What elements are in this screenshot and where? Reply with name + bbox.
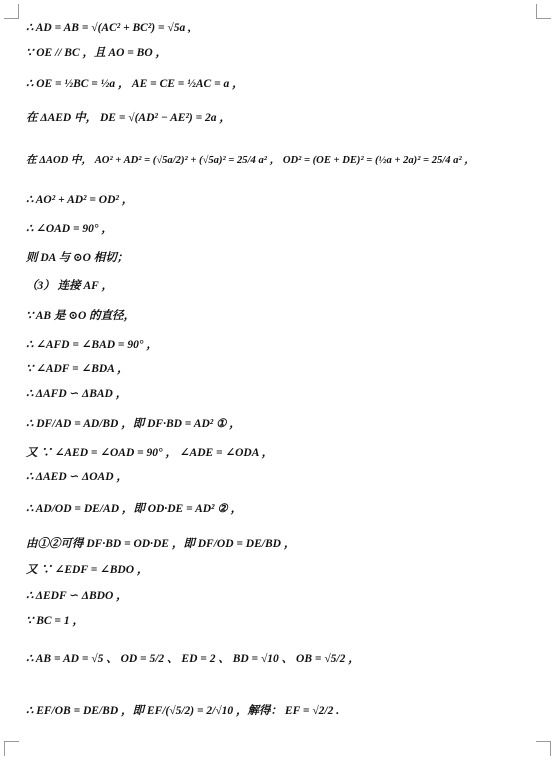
solution-line-10: ∵ AB 是 ⊙O 的直径，	[26, 310, 136, 322]
solution-line-19: 又 ∵ ∠EDF = ∠BDO ，	[26, 564, 149, 576]
solution-line-21: ∵ BC = 1 ，	[26, 615, 84, 627]
solution-line-18: 由①②可得 DF·BD = OD·DE ，即 DF/OD = DE/BD ，	[26, 538, 296, 550]
crop-mark-top-left	[4, 4, 19, 19]
solution-line-20: ∴ ΔEDF ∽ ΔBDO ，	[26, 590, 128, 602]
solution-line-9: （3） 连接 AF ，	[26, 280, 114, 292]
solution-line-12: ∵ ∠ADF = ∠BDA ，	[26, 363, 129, 375]
solution-line-4: 在 ΔAED 中， DE = √(AD² − AE²) = 2a ，	[26, 112, 231, 124]
solution-line-13: ∴ ΔAFD ∽ ΔBAD ，	[26, 388, 128, 400]
solution-line-3: ∴ OE = ½BC = ½a ， AE = CE = ½AC = a ，	[26, 78, 244, 90]
solution-line-15: 又 ∵ ∠AED = ∠OAD = 90° ， ∠ADE = ∠ODA ，	[26, 447, 274, 459]
solution-line-16: ∴ ΔAED ∽ ΔOAD ，	[26, 471, 128, 483]
solution-line-11: ∴ ∠AFD = ∠BAD = 90° ，	[26, 339, 158, 351]
crop-mark-bottom-right	[536, 741, 551, 756]
solution-line-7: ∴ ∠OAD = 90° ，	[26, 223, 113, 235]
solution-line-8: 则 DA 与 ⊙O 相切；	[26, 252, 129, 264]
solution-line-1: ∴ AD = AB = √(AC² + BC²) = √5a ,	[26, 22, 191, 34]
solution-line-5: 在 ΔAOD 中， AO² + AD² = (√5a/2)² + (√5a)² = 25/4 a² ， OD² = (OE + DE)² = (½a + 2a)² = 25/4 a² ，	[26, 155, 475, 166]
solution-line-22: ∴ AB = AD = √5 、 OD = 5/2 、 ED = 2 、 BD = √10 、 OB = √5/2 ，	[26, 653, 360, 665]
solution-line-6: ∴ AO² + AD² = OD² ，	[26, 194, 134, 206]
solution-line-14: ∴ DF/AD = AD/BD ，即 DF·BD = AD² ① ，	[26, 418, 241, 430]
crop-mark-bottom-left	[4, 741, 19, 756]
solution-line-17: ∴ AD/OD = DE/AD ，即 OD·DE = AD² ② ，	[26, 503, 243, 515]
solution-line-2: ∵ OE // BC ，且 AO = BO ，	[26, 47, 168, 59]
crop-mark-top-right	[536, 4, 551, 19]
solution-line-23: ∴ EF/OB = DE/BD ，即 EF/(√5/2) = 2/√10 ，解得： EF = √2/2 .	[26, 705, 340, 717]
